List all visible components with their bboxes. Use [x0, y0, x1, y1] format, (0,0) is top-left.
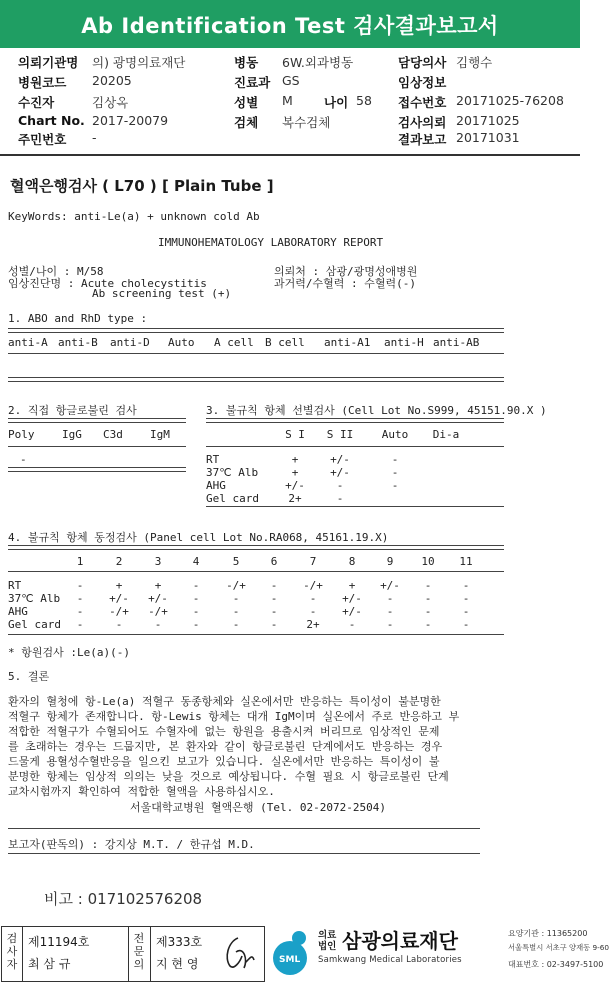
screening-cell-0-0: +: [291, 453, 299, 466]
panel-cell-1-4: -: [232, 592, 240, 605]
panel-top-rule: [8, 545, 504, 550]
panel-cell-0-2: +: [154, 579, 162, 592]
value-chart-no: 2017-20079: [92, 113, 169, 128]
screening-header-0: S I: [285, 428, 305, 441]
label-receipt-no: 접수번호: [398, 95, 447, 110]
screening-mid-rule: [206, 446, 504, 447]
abo-header-4: A cell: [214, 336, 254, 349]
screening-header-2: Auto: [381, 428, 409, 441]
panel-header-10: 11: [459, 555, 473, 568]
abo-bottom-rule: [8, 377, 504, 382]
value-doctor: 김행수: [456, 55, 493, 70]
screening-cell-2-2: -: [391, 479, 399, 492]
inspector-label: 검사자: [6, 932, 18, 971]
screening-header-3: Di-a: [432, 428, 460, 441]
conclusion-title: 5. 결론: [8, 670, 50, 683]
label-resident-no: 주민번호: [18, 132, 67, 147]
screening-cell-1-1: +/-: [330, 466, 350, 479]
panel-cell-3-4: -: [232, 618, 240, 631]
label-chart-no: Chart No.: [18, 113, 85, 128]
panel-cell-2-5: -: [270, 605, 278, 618]
org-type: 의료법인: [318, 930, 337, 952]
panel-cell-0-10: -: [462, 579, 470, 592]
panel-row-label-3: Gel card: [8, 618, 61, 631]
panel-cell-0-4: -/+: [226, 579, 246, 592]
panel-cell-0-7: +: [348, 579, 356, 592]
agency-no: 요양기관 : 11365200: [508, 929, 588, 938]
panel-cell-0-3: -: [192, 579, 200, 592]
panel-header-1: 2: [115, 555, 123, 568]
value-ward: 6W.외과병동: [282, 55, 354, 70]
value-sex: M: [282, 93, 293, 108]
panel-cell-3-2: -: [154, 618, 162, 631]
panel-cell-3-7: -: [348, 618, 356, 631]
org-address: 서울특별시 서초구 양재동 9-60: [508, 943, 609, 952]
screening-top-rule: [206, 418, 504, 423]
panel-cell-2-1: -/+: [109, 605, 129, 618]
label-hospital-code: 병원코드: [18, 75, 67, 90]
label-clinical-info: 임상정보: [398, 75, 447, 90]
reporter-top-rule: [8, 828, 480, 829]
value-patient: 김상옥: [92, 95, 129, 110]
value-resident-no: -: [92, 130, 97, 145]
antigen-test: * 항원검사 :Le(a)(-): [8, 646, 130, 659]
abo-header-1: anti-B: [58, 336, 98, 349]
value-department: GS: [282, 73, 300, 88]
abo-header-3: Auto: [168, 336, 195, 349]
doctor-name: 지 현 영: [156, 957, 199, 971]
panel-cell-2-9: -: [424, 605, 432, 618]
label-report-date: 결과보고: [398, 132, 447, 147]
clinical-diagnosis: 임상진단명 : Acute cholecystitis: [8, 277, 207, 290]
value-hospital-code: 20205: [92, 73, 132, 88]
dat-title: 2. 직접 항글로불린 검사: [8, 404, 137, 417]
panel-cell-1-7: +/-: [342, 592, 362, 605]
abo-header-6: anti-A1: [324, 336, 371, 349]
abo-header-2: anti-D: [110, 336, 150, 349]
panel-title: 4. 불규칙 항체 동정검사 (Panel cell Lot No.RA068, 45161.19.X): [8, 531, 389, 544]
panel-row-label-0: RT: [8, 579, 22, 592]
panel-header-7: 8: [348, 555, 356, 568]
panel-cell-3-8: -: [386, 618, 394, 631]
panel-cell-1-1: +/-: [109, 592, 129, 605]
screening-cell-3-0: 2+: [288, 492, 302, 505]
panel-cell-3-1: -: [115, 618, 123, 631]
panel-cell-1-8: -: [386, 592, 394, 605]
page-title: Ab Identification Test 검사결과보고서: [81, 14, 499, 38]
conclusion-line-6: 분명한 항체는 임상적 의의는 낮을 것으로 예상됩니다. 수혈 필요 시 항글로불린 단계: [8, 770, 449, 783]
dat-header-3: IgM: [150, 428, 170, 441]
conclusion-line-5: 드물게 용혈성수혈반응을 일으킨 보고가 있습니다. 실온에서만 반응하는 특이성이 불: [8, 755, 440, 768]
panel-header-3: 4: [192, 555, 200, 568]
panel-cell-0-5: -: [270, 579, 278, 592]
value-report-date: 20171031: [456, 130, 520, 145]
panel-header-9: 10: [421, 555, 435, 568]
screening-bottom-rule: [206, 506, 504, 507]
report-heading: IMMUNOHEMATOLOGY LABORATORY REPORT: [158, 236, 384, 249]
panel-cell-0-8: +/-: [380, 579, 400, 592]
transfusion-history: 과거력/수혈력 : 수혈력(-): [274, 277, 416, 290]
panel-cell-1-2: +/-: [148, 592, 168, 605]
panel-cell-3-6: 2+: [306, 618, 320, 631]
label-specimen: 검체: [234, 115, 259, 130]
screening-cell-2-0: +/-: [285, 479, 305, 492]
sml-logo-icon: [266, 928, 314, 978]
label-doctor: 담당의사: [398, 55, 447, 70]
panel-cell-2-7: +/-: [342, 605, 362, 618]
screening-row-label-1: 37℃ Alb: [206, 466, 259, 479]
note: 비고 : 017102576208: [44, 890, 203, 908]
org-phone: 대표번호 : 02-3497-5100: [508, 960, 604, 969]
panel-cell-0-9: -: [424, 579, 432, 592]
dat-header-1: IgG: [62, 428, 82, 441]
panel-row-label-2: AHG: [8, 605, 28, 618]
panel-header-0: 1: [76, 555, 84, 568]
logo-text: SML: [279, 955, 301, 965]
abo-mid-rule: [8, 353, 504, 354]
conclusion-line-4: 를 초래하는 경우는 드뭅지만, 본 환자와 같이 항글로불린 단계에서도 반응하는 경우: [8, 740, 443, 753]
panel-bottom-rule: [8, 634, 504, 635]
panel-cell-0-1: +: [115, 579, 123, 592]
panel-cell-3-9: -: [424, 618, 432, 631]
screening-title: 3. 불규칙 항체 선별검사 (Cell Lot No.S999, 45151.90.X ): [206, 404, 547, 417]
conclusion-line-2: 적혈구 항체가 존재합니다. 항-Lewis 항체는 대개 IgM이며 실온에서 주로 반응하고 부: [8, 710, 460, 723]
footer-divider-3: [150, 926, 151, 981]
doctor-license: 제333호: [156, 935, 203, 949]
label-department: 진료과: [234, 75, 271, 90]
referrer: 의뢰처 : 삼광/광명성애병원: [274, 265, 418, 278]
dat-header-2: C3d: [103, 428, 123, 441]
panel-header-5: 6: [270, 555, 278, 568]
panel-cell-3-10: -: [462, 618, 470, 631]
footer-divider-1: [22, 926, 23, 981]
inspector-license: 제11194호: [28, 935, 90, 949]
screening-row-label-3: Gel card: [206, 492, 259, 505]
dat-mid-rule: [8, 446, 186, 447]
value-institution: 의) 광명의료재단: [92, 55, 186, 70]
panel-header-4: 5: [232, 555, 240, 568]
abo-header-8: anti-AB: [433, 336, 480, 349]
screening-cell-1-0: +: [291, 466, 299, 479]
reporter: 보고자(판독의) : 강지상 M.T. / 한규섭 M.D.: [8, 838, 255, 851]
panel-cell-1-0: -: [76, 592, 84, 605]
label-request-date: 검사의뢰: [398, 115, 447, 130]
abo-title: 1. ABO and RhD type :: [8, 312, 148, 325]
dat-bottom-rule: [8, 467, 186, 472]
clinical-diagnosis-2: Ab screening test (+): [92, 287, 232, 300]
screening-cell-2-1: -: [336, 479, 344, 492]
panel-cell-2-4: -: [232, 605, 240, 618]
sex-age: 성별/나이 : M/58: [8, 265, 104, 278]
panel-cell-0-6: -/+: [303, 579, 323, 592]
title-bar: [0, 0, 580, 48]
conclusion-line-3: 적합한 적혈구가 수혈되어도 수혈자에 없는 항원을 용출시켜 버리므로 임상적인 문제: [8, 725, 440, 738]
abo-header-0: anti-A: [8, 336, 48, 349]
label-age: 나이: [324, 95, 349, 110]
conclusion-line-7: 교차시험까지 확인하여 적합한 혈액을 사용하십시오.: [8, 785, 275, 798]
hospital-contact: 서울대학교병원 혈액은행 (Tel. 02-2072-2504): [130, 801, 386, 814]
panel-cell-3-0: -: [76, 618, 84, 631]
screening-cell-1-2: -: [391, 466, 399, 479]
dat-top-rule: [8, 418, 186, 423]
value-age: 58: [356, 93, 372, 108]
value-specimen: 복수검체: [282, 115, 331, 130]
panel-cell-2-6: -: [309, 605, 317, 618]
dat-value: -: [20, 453, 27, 466]
org-english-name: Samkwang Medical Laboratories: [318, 955, 462, 965]
screening-header-1: S II: [326, 428, 354, 441]
panel-header-6: 7: [309, 555, 317, 568]
panel-header-2: 3: [154, 555, 162, 568]
label-institution: 의뢰기관명: [18, 55, 79, 70]
panel-cell-2-10: -: [462, 605, 470, 618]
abo-header-7: anti-H: [384, 336, 424, 349]
panel-cell-1-5: -: [270, 592, 278, 605]
panel-row-label-1: 37℃ Alb: [8, 592, 61, 605]
dat-header-0: Poly: [8, 428, 35, 441]
value-request-date: 20171025: [456, 113, 520, 128]
screening-row-label-2: AHG: [206, 479, 226, 492]
screening-cell-0-1: +/-: [330, 453, 350, 466]
panel-cell-3-5: -: [270, 618, 278, 631]
panel-header-8: 9: [386, 555, 394, 568]
panel-cell-2-0: -: [76, 605, 84, 618]
section-title: 혈액은행검사 ( L70 ) [ Plain Tube ]: [10, 177, 274, 195]
panel-cell-2-2: -/+: [148, 605, 168, 618]
abo-header-5: B cell: [265, 336, 305, 349]
panel-cell-2-8: -: [386, 605, 394, 618]
inspector-name: 최 삼 규: [28, 957, 71, 971]
screening-cell-3-1: -: [336, 492, 344, 505]
abo-top-rule: [8, 328, 504, 333]
keywords: KeyWords: anti-Le(a) + unknown cold Ab: [8, 210, 260, 223]
org-name: 삼광의료재단: [342, 929, 458, 953]
label-patient: 수진자: [18, 95, 55, 110]
panel-cell-3-3: -: [192, 618, 200, 631]
screening-row-label-0: RT: [206, 453, 220, 466]
panel-cell-2-3: -: [192, 605, 200, 618]
panel-cell-1-10: -: [462, 592, 470, 605]
panel-cell-1-6: -: [309, 592, 317, 605]
signature-icon: [218, 932, 258, 974]
panel-cell-1-9: -: [424, 592, 432, 605]
header-divider: [0, 154, 580, 156]
conclusion-line-1: 환자의 혈청에 항-Le(a) 적혈구 동종항체와 실온에서만 반응하는 특이성이 불분명한: [8, 695, 441, 708]
panel-cell-1-3: -: [192, 592, 200, 605]
reporter-bottom-rule: [8, 853, 480, 854]
screening-cell-0-2: -: [391, 453, 399, 466]
doctor-label: 전문의: [133, 932, 145, 971]
panel-mid-rule: [8, 571, 504, 572]
value-receipt-no: 20171025-76208: [456, 93, 564, 108]
label-ward: 병동: [234, 55, 259, 70]
panel-cell-0-0: -: [76, 579, 84, 592]
label-sex: 성별: [234, 95, 259, 110]
footer-divider-2: [128, 926, 129, 981]
